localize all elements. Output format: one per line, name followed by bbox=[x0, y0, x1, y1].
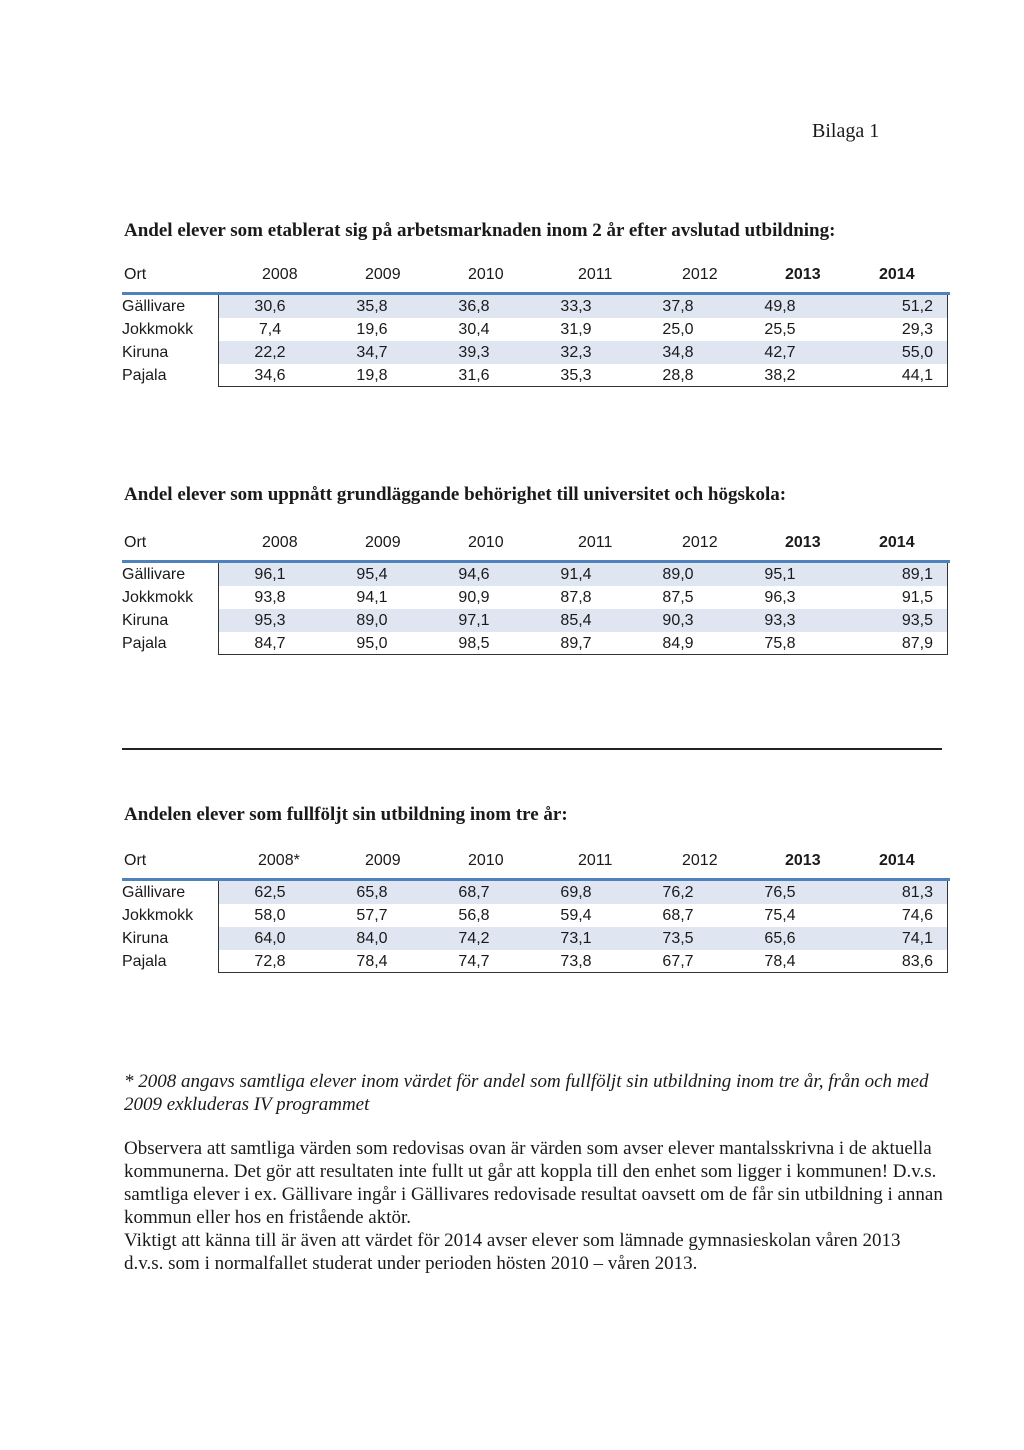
table-cell: 74,6 bbox=[901, 907, 933, 924]
paragraph-2: Viktigt att känna till är även att värdet för 2014 avser elever som lämnade gymnasieskolan våren 2013 d.v.s. som i normalfallet studerat under perioden hösten 2010 – våren 2013. bbox=[124, 1230, 901, 1274]
table-cell: 84,9 bbox=[662, 635, 694, 652]
table-2 bbox=[122, 534, 950, 652]
table-cell: 89,1 bbox=[901, 566, 933, 583]
row-label: Kiruna bbox=[122, 612, 169, 629]
table-cell: 44,1 bbox=[901, 367, 933, 384]
table-cell: 91,4 bbox=[560, 566, 592, 583]
table-cell: 97,1 bbox=[458, 612, 490, 629]
row-label: Jokkmokk bbox=[122, 907, 194, 924]
table-3 bbox=[122, 852, 950, 970]
table-cell: 75,4 bbox=[764, 907, 796, 924]
year-header: 2008* bbox=[258, 852, 300, 869]
year-header: 2013 bbox=[785, 534, 821, 551]
year-header: 2008 bbox=[262, 266, 298, 283]
table-cell: 84,7 bbox=[254, 635, 286, 652]
table-cell: 78,4 bbox=[356, 953, 388, 970]
table-1-grid bbox=[218, 295, 948, 387]
table-cell: 87,8 bbox=[560, 589, 592, 606]
table-cell: 55,0 bbox=[901, 344, 933, 361]
year-header: 2008 bbox=[262, 534, 298, 551]
table-cell: 96,1 bbox=[254, 566, 286, 583]
year-header: 2012 bbox=[682, 852, 718, 869]
table-1-heading: Andel elever som etablerat sig på arbetsmarknaden inom 2 år efter avslutad utbildning: bbox=[124, 220, 836, 241]
table-row bbox=[219, 364, 947, 387]
year-header: 2014 bbox=[879, 534, 915, 551]
year-header: 2011 bbox=[578, 266, 613, 283]
row-label: Gällivare bbox=[122, 298, 186, 315]
table-row bbox=[219, 586, 947, 609]
table-cell: 91,5 bbox=[901, 589, 933, 606]
section-divider bbox=[122, 748, 942, 750]
table-cell: 93,3 bbox=[764, 612, 796, 629]
table-cell: 64,0 bbox=[254, 930, 286, 947]
col-ort-label: Ort bbox=[124, 852, 147, 869]
col-ort-label: Ort bbox=[124, 534, 147, 551]
table-cell: 75,8 bbox=[764, 635, 796, 652]
table-cell: 35,3 bbox=[560, 367, 592, 384]
table-cell: 95,0 bbox=[356, 635, 388, 652]
table-cell: 67,7 bbox=[662, 953, 694, 970]
footnote: * 2008 angavs samtliga elever inom värdet för andel som fullföljt sin utbildning inom tre år, från och med 2009 exkluderas IV programmet bbox=[124, 1071, 929, 1115]
table-cell: 94,6 bbox=[458, 566, 490, 583]
table-cell: 33,3 bbox=[560, 298, 592, 315]
table-cell: 19,8 bbox=[356, 367, 388, 384]
table-cell: 62,5 bbox=[254, 884, 286, 901]
table-row bbox=[219, 563, 947, 586]
table-cell: 57,7 bbox=[356, 907, 388, 924]
table-row bbox=[219, 341, 947, 364]
table-cell: 72,8 bbox=[254, 953, 286, 970]
table-cell: 65,8 bbox=[356, 884, 388, 901]
table-cell: 31,6 bbox=[458, 367, 490, 384]
body-paragraph bbox=[124, 1137, 944, 1275]
table-cell: 30,6 bbox=[254, 298, 286, 315]
year-header: 2011 bbox=[578, 852, 613, 869]
table-cell: 30,4 bbox=[458, 321, 490, 338]
col-ort-label: Ort bbox=[124, 266, 147, 283]
table-row bbox=[219, 609, 947, 632]
table-cell: 32,3 bbox=[560, 344, 592, 361]
table-cell: 89,7 bbox=[560, 635, 592, 652]
table-cell: 74,1 bbox=[901, 930, 933, 947]
table-2-grid bbox=[218, 563, 948, 655]
row-label: Kiruna bbox=[122, 344, 169, 361]
year-header: 2009 bbox=[365, 534, 401, 551]
table-cell: 74,7 bbox=[458, 953, 490, 970]
table-cell: 73,8 bbox=[560, 953, 592, 970]
table-cell: 95,4 bbox=[356, 566, 388, 583]
year-header: 2012 bbox=[682, 534, 718, 551]
table-cell: 90,3 bbox=[662, 612, 694, 629]
table-2-heading: Andel elever som uppnått grundläggande behörighet till universitet och högskola: bbox=[124, 484, 787, 505]
table-row bbox=[219, 950, 947, 973]
table-1 bbox=[122, 266, 950, 384]
year-header: 2009 bbox=[365, 266, 401, 283]
year-header: 2011 bbox=[578, 534, 613, 551]
table-cell: 22,2 bbox=[254, 344, 286, 361]
table-cell: 73,1 bbox=[560, 930, 592, 947]
table-cell: 93,5 bbox=[901, 612, 933, 629]
table-cell: 34,6 bbox=[254, 367, 286, 384]
table-cell: 68,7 bbox=[458, 884, 490, 901]
table-cell: 68,7 bbox=[662, 907, 694, 924]
row-label: Pajala bbox=[122, 367, 167, 384]
year-header: 2010 bbox=[468, 852, 504, 869]
table-3-heading: Andelen elever som fullföljt sin utbildning inom tre år: bbox=[124, 804, 568, 825]
table-cell: 35,8 bbox=[356, 298, 388, 315]
table-cell: 89,0 bbox=[356, 612, 388, 629]
table-cell: 29,3 bbox=[901, 321, 933, 338]
table-row bbox=[219, 881, 947, 904]
table-row bbox=[219, 632, 947, 655]
table-3-header bbox=[122, 852, 950, 878]
table-row bbox=[219, 904, 947, 927]
table-cell: 89,0 bbox=[662, 566, 694, 583]
table-1-header bbox=[122, 266, 950, 292]
row-label: Jokkmokk bbox=[122, 321, 194, 338]
table-cell: 58,0 bbox=[254, 907, 286, 924]
table-cell: 59,4 bbox=[560, 907, 592, 924]
table-cell: 28,8 bbox=[662, 367, 694, 384]
table-cell: 95,3 bbox=[254, 612, 286, 629]
table-cell: 38,2 bbox=[764, 367, 796, 384]
table-cell: 81,3 bbox=[901, 884, 933, 901]
table-3-grid bbox=[218, 881, 948, 973]
row-label: Pajala bbox=[122, 635, 167, 652]
table-cell: 19,6 bbox=[356, 321, 388, 338]
table-cell: 25,0 bbox=[662, 321, 694, 338]
table-cell: 83,6 bbox=[901, 953, 933, 970]
table-cell: 51,2 bbox=[901, 298, 933, 315]
table-cell: 87,5 bbox=[662, 589, 694, 606]
table-cell: 65,6 bbox=[764, 930, 796, 947]
table-cell: 42,7 bbox=[764, 344, 796, 361]
page-label: Bilaga 1 bbox=[812, 120, 880, 142]
table-2-header bbox=[122, 534, 950, 560]
table-row bbox=[219, 927, 947, 950]
row-label: Kiruna bbox=[122, 930, 169, 947]
table-cell: 78,4 bbox=[764, 953, 796, 970]
table-row bbox=[219, 318, 947, 341]
table-cell: 87,9 bbox=[901, 635, 933, 652]
table-cell: 31,9 bbox=[560, 321, 592, 338]
table-cell: 95,1 bbox=[764, 566, 796, 583]
year-header: 2013 bbox=[785, 266, 821, 283]
table-cell: 56,8 bbox=[458, 907, 490, 924]
year-header: 2012 bbox=[682, 266, 718, 283]
table-cell: 7,4 bbox=[258, 321, 282, 338]
table-cell: 36,8 bbox=[458, 298, 490, 315]
table-cell: 74,2 bbox=[458, 930, 490, 947]
table-cell: 76,2 bbox=[662, 884, 694, 901]
table-cell: 96,3 bbox=[764, 589, 796, 606]
table-cell: 90,9 bbox=[458, 589, 490, 606]
table-cell: 73,5 bbox=[662, 930, 694, 947]
table-cell: 85,4 bbox=[560, 612, 592, 629]
table-cell: 76,5 bbox=[764, 884, 796, 901]
table-cell: 34,8 bbox=[662, 344, 694, 361]
table-cell: 94,1 bbox=[356, 589, 388, 606]
table-cell: 37,8 bbox=[662, 298, 694, 315]
table-cell: 34,7 bbox=[356, 344, 388, 361]
row-label: Gällivare bbox=[122, 566, 186, 583]
table-cell: 93,8 bbox=[254, 589, 286, 606]
year-header: 2014 bbox=[879, 266, 915, 283]
table-cell: 84,0 bbox=[356, 930, 388, 947]
table-cell: 25,5 bbox=[764, 321, 796, 338]
paragraph-1: Observera att samtliga värden som redovisas ovan är värden som avser elever mantalsskrivna i de aktuella kommunerna. Det gör att resultaten inte fullt ut går att koppla till den enhet som ligger i kommunen! D.v.s. samtliga elever i ex. Gällivare ingår i Gällivares redovisade resultat oavsett om de får sin utbildning i annan kommun eller hos en fristående aktör. bbox=[124, 1138, 943, 1228]
table-cell: 39,3 bbox=[458, 344, 490, 361]
row-label: Pajala bbox=[122, 953, 167, 970]
table-cell: 98,5 bbox=[458, 635, 490, 652]
row-label: Gällivare bbox=[122, 884, 186, 901]
year-header: 2014 bbox=[879, 852, 915, 869]
year-header: 2009 bbox=[365, 852, 401, 869]
year-header: 2010 bbox=[468, 534, 504, 551]
year-header: 2013 bbox=[785, 852, 821, 869]
table-row bbox=[219, 295, 947, 318]
row-label: Jokkmokk bbox=[122, 589, 194, 606]
table-cell: 49,8 bbox=[764, 298, 796, 315]
year-header: 2010 bbox=[468, 266, 504, 283]
table-cell: 69,8 bbox=[560, 884, 592, 901]
